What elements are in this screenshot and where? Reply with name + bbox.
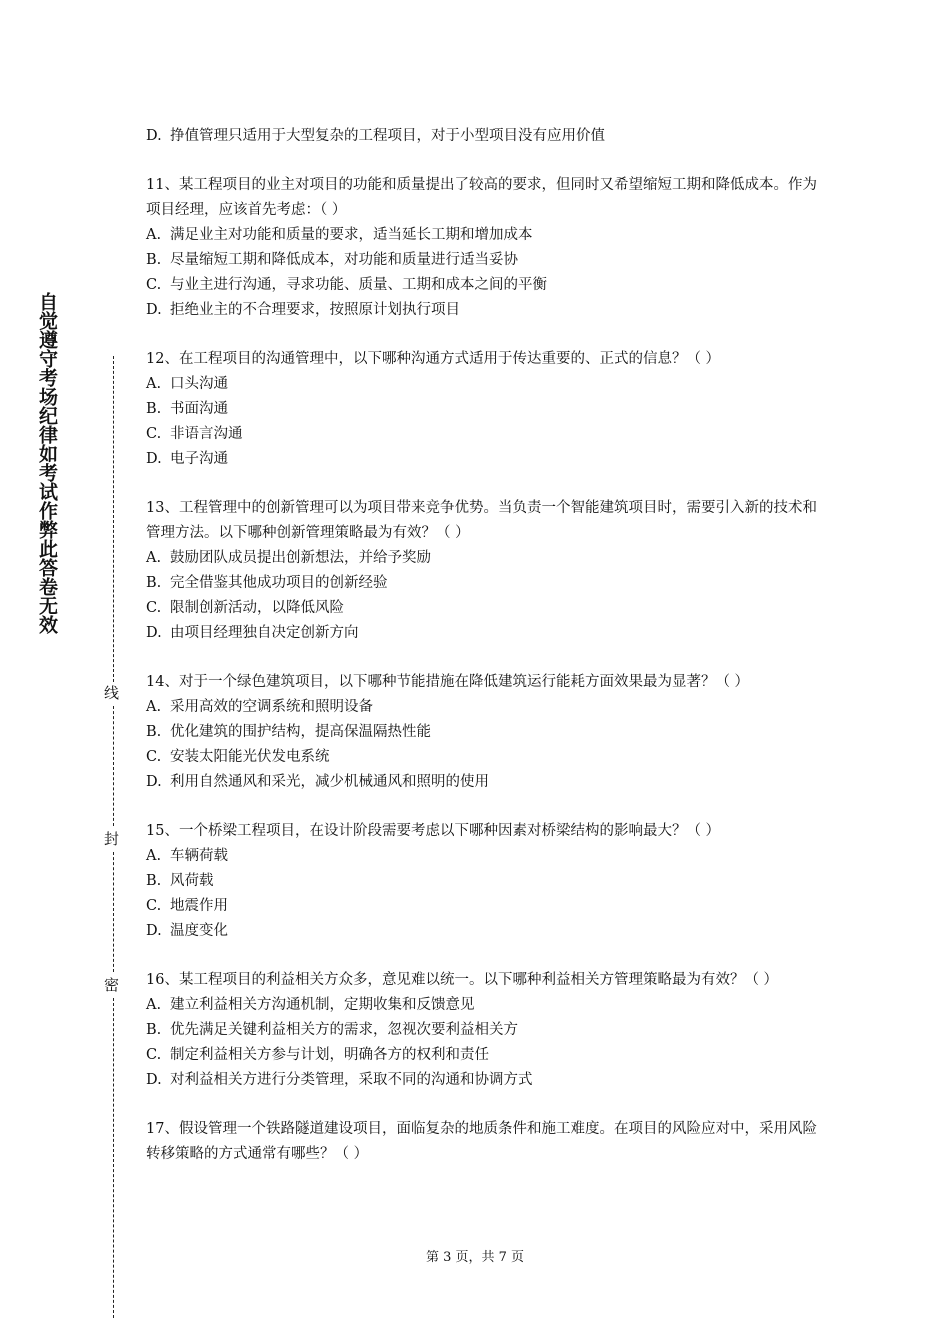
- question-stem: 13、工程管理中的创新管理可以为项目带来竞争优势。当负责一个智能建筑项目时，需要引入新的技术和管理方法。以下哪种创新管理策略最为有效？（ ）: [146, 500, 817, 541]
- option-d: D. 由项目经理独自决定创新方向: [146, 625, 359, 641]
- question-16: [146, 968, 826, 1093]
- option-c: C. 非语言沟通: [146, 426, 243, 442]
- question-17: [146, 1117, 826, 1167]
- question-13: [146, 496, 826, 646]
- option-a: A. 车辆荷载: [146, 848, 228, 864]
- option-d: D. 拒绝业主的不合理要求，按照原计划执行项目: [146, 302, 460, 318]
- page-number: 第 3 页，共 7 页: [425, 1250, 525, 1265]
- option-b: B. 风荷载: [146, 873, 214, 889]
- option-b: B. 完全借鉴其他成功项目的创新经验: [146, 575, 388, 591]
- option-d: D. 挣值管理只适用于大型复杂的工程项目，对于小型项目没有应用价值: [146, 128, 605, 144]
- option-c: C. 地震作用: [146, 898, 228, 914]
- option-b: B. 书面沟通: [146, 401, 228, 417]
- seal-char-line: 线: [104, 684, 120, 702]
- binding-line-top: [113, 356, 114, 682]
- question-stem: 14、对于一个绿色建筑项目，以下哪种节能措施在降低建筑运行能耗方面效果最为显著？（ ）: [146, 674, 750, 690]
- option-d: D. 温度变化: [146, 923, 228, 939]
- question-12: [146, 347, 826, 472]
- option-c: C. 制定利益相关方参与计划，明确各方的权利和责任: [146, 1047, 489, 1063]
- option-d: D. 电子沟通: [146, 451, 228, 467]
- question-list: [146, 124, 826, 1191]
- option-b: B. 优先满足关键利益相关方的需求，忽视次要利益相关方: [146, 1022, 518, 1038]
- binding-line-mid-2: [113, 852, 114, 972]
- question-10-tail: [146, 124, 826, 149]
- option-c: C. 限制创新活动，以降低风险: [146, 600, 344, 616]
- option-a: A. 鼓励团队成员提出创新想法，并给予奖励: [146, 550, 431, 566]
- option-c: C. 与业主进行沟通，寻求功能、质量、工期和成本之间的平衡: [146, 277, 547, 293]
- question-stem: 16、某工程项目的利益相关方众多，意见难以统一。以下哪种利益相关方管理策略最为有效？（ ）: [146, 972, 779, 988]
- option-d: D. 利用自然通风和采光，减少机械通风和照明的使用: [146, 774, 489, 790]
- binding-line-mid-1: [113, 706, 114, 826]
- option-d: D. 对利益相关方进行分类管理，采取不同的沟通和协调方式: [146, 1072, 533, 1088]
- question-stem: 11、某工程项目的业主对项目的功能和质量提出了较高的要求，但同时又希望缩短工期和降低成本。作为项目经理，应该首先考虑：（ ）: [146, 177, 817, 218]
- seal-char-secret: 密: [104, 976, 120, 994]
- question-15: [146, 819, 826, 944]
- option-a: A. 建立利益相关方沟通机制，定期收集和反馈意见: [146, 997, 475, 1013]
- question-stem: 12、在工程项目的沟通管理中，以下哪种沟通方式适用于传达重要的、正式的信息？（ ）: [146, 351, 721, 367]
- question-stem: 17、假设管理一个铁路隧道建设项目，面临复杂的地质条件和施工难度。在项目的风险应对中，采用风险转移策略的方式通常有哪些？（ ）: [146, 1121, 817, 1162]
- option-a: A. 采用高效的空调系统和照明设备: [146, 699, 373, 715]
- binding-line-bottom: [113, 998, 114, 1318]
- option-b: B. 优化建筑的围护结构，提高保温隔热性能: [146, 724, 431, 740]
- question-stem: 15、一个桥梁工程项目，在设计阶段需要考虑以下哪种因素对桥梁结构的影响最大？（ ）: [146, 823, 721, 839]
- option-c: C. 安装太阳能光伏发电系统: [146, 749, 330, 765]
- seal-char-seal: 封: [104, 830, 120, 848]
- option-a: A. 口头沟通: [146, 376, 228, 392]
- question-14: [146, 670, 826, 795]
- option-a: A. 满足业主对功能和质量的要求，适当延长工期和增加成本: [146, 227, 533, 243]
- question-11: [146, 173, 826, 323]
- option-b: B. 尽量缩短工期和降低成本，对功能和质量进行适当妥协: [146, 252, 518, 268]
- exam-discipline-notice: 自觉遵守考场纪律如考试作弊此答卷无效: [36, 292, 58, 634]
